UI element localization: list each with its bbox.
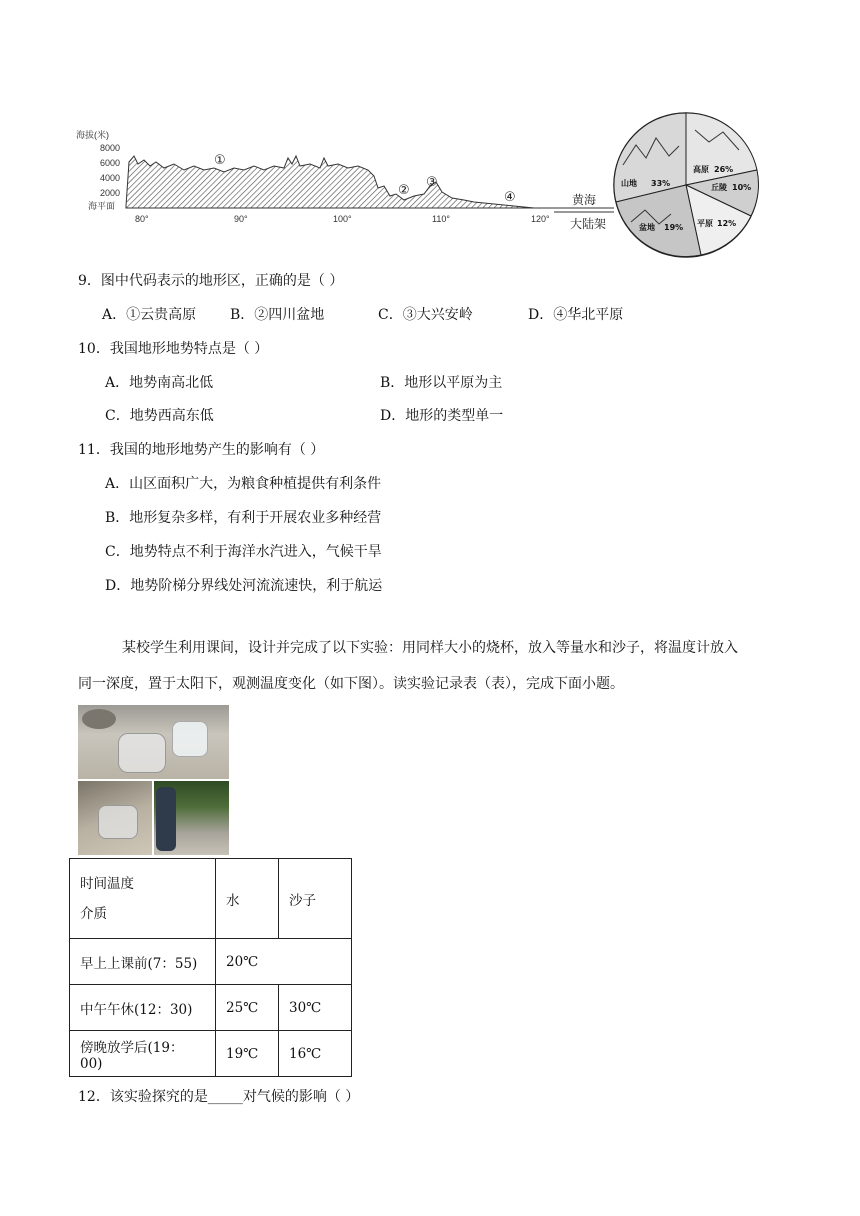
q9-option-a[interactable]: A．①云贵高原: [102, 307, 197, 323]
marker-1: ①: [214, 153, 226, 168]
row-3-water: 19℃: [216, 1031, 279, 1077]
q11-option-b[interactable]: B．地形复杂多样，有利于开展农业多种经营: [105, 510, 382, 526]
experiment-intro-line-1: 某校学生利用课间，设计并完成了以下实验：用同样大小的烧杯，放入等量水和沙子，将温度计放入: [122, 640, 738, 656]
experiment-record-table: [69, 858, 352, 1077]
yellow-sea-label: 黄海: [572, 193, 597, 207]
row-1-time: 早上上课前(7：55): [70, 939, 216, 985]
y-tick-sea-level: 海平面: [88, 201, 116, 211]
q10-option-b[interactable]: B．地形以平原为主: [380, 375, 503, 391]
table-corner-header: [70, 859, 216, 939]
q10-option-c[interactable]: C．地势西高东低: [105, 408, 214, 424]
q11-option-a[interactable]: A．山区面积广大，为粮食种植提供有利条件: [105, 476, 382, 492]
experiment-photo-bottom-right: [154, 781, 229, 855]
y-tick-4000: 4000: [100, 173, 121, 183]
row-1-merged-temp: 20℃: [216, 939, 352, 985]
marker-4: ④: [504, 190, 516, 205]
experiment-photo-top: [78, 705, 229, 779]
q9-option-b[interactable]: B．②四川盆地: [230, 307, 325, 323]
x-tick-90: 90°: [234, 214, 248, 224]
y-axis-label: 海拔(米): [76, 130, 109, 140]
table-row: [70, 1031, 352, 1077]
pie-label-hill-value: 10%: [732, 183, 752, 192]
pie-label-hill-name: 丘陵: [711, 183, 727, 192]
continental-shelf-label: 大陆架: [570, 217, 607, 231]
question-9-stem: 9．图中代码表示的地形区，正确的是（ ）: [78, 273, 344, 289]
corner-header-top: 时间温度: [80, 875, 134, 892]
table-header-row: [70, 859, 352, 939]
row-2-time: 中午午休(12：30): [70, 985, 216, 1031]
pie-label-basin-value: 19%: [664, 223, 684, 232]
table-row: [70, 939, 352, 985]
x-tick-110: 110°: [432, 214, 450, 224]
terrain-profile-area: [126, 156, 569, 208]
x-tick-80: 80°: [135, 214, 149, 224]
row-3-sand: 16℃: [279, 1031, 352, 1077]
pie-label-plain-value: 12%: [717, 219, 737, 228]
header-water: 水: [216, 859, 279, 939]
question-10-stem: 10．我国地形地势特点是（ ）: [78, 341, 269, 357]
experiment-photo-bottom-left: [78, 781, 152, 855]
q11-option-d[interactable]: D．地势阶梯分界线处河流流速快，利于航运: [105, 578, 383, 594]
pie-label-plain-name: 平原: [697, 219, 713, 228]
row-2-sand: 30℃: [279, 985, 352, 1031]
q9-option-c[interactable]: C．③大兴安岭: [378, 307, 473, 323]
marker-3: ③: [426, 175, 438, 190]
corner-header-bottom: 介质: [80, 905, 107, 922]
y-tick-8000: 8000: [100, 143, 121, 153]
terrain-profile-figure: [74, 124, 619, 234]
beaker-shape: [98, 805, 138, 839]
pie-label-plateau-name: 高原: [693, 165, 709, 174]
q9-option-d[interactable]: D．④华北平原: [528, 307, 624, 323]
header-sand: 沙子: [279, 859, 352, 939]
pie-label-mountain-value: 33%: [651, 179, 671, 188]
y-tick-6000: 6000: [100, 158, 121, 168]
y-tick-2000: 2000: [100, 188, 121, 198]
pie-label-basin-name: 盆地: [639, 223, 655, 232]
q10-option-d[interactable]: D．地形的类型单一: [380, 408, 504, 424]
question-11-stem: 11．我国的地形地势产生的影响有（ ）: [78, 442, 325, 458]
landform-proportion-circle: [611, 110, 761, 260]
table-row: [70, 985, 352, 1031]
experiment-intro-line-2: 同一深度，置于太阳下，观测温度变化（如下图）。读实验记录表（表），完成下面小题。: [78, 676, 624, 692]
row-2-water: 25℃: [216, 985, 279, 1031]
pie-label-mountain-name: 山地: [621, 179, 637, 188]
experiment-intro: [78, 630, 794, 702]
x-tick-120: 120°: [531, 214, 550, 224]
q11-option-c[interactable]: C．地势特点不利于海洋水汽进入，气候干旱: [105, 544, 382, 560]
marker-2: ②: [398, 183, 410, 198]
row-3-time: 傍晚放学后(19：00): [70, 1031, 216, 1077]
pebble-shapes: [82, 709, 116, 729]
question-12-stem: 12．该实验探究的是_____对气候的影响（ ）: [78, 1089, 360, 1105]
pie-label-plateau-value: 26%: [714, 165, 734, 174]
shelf-line: [544, 208, 614, 212]
sand-beaker-shape: [118, 733, 166, 773]
q10-option-a[interactable]: A．地势南高北低: [105, 375, 214, 391]
water-beaker-shape: [172, 721, 208, 757]
x-tick-100: 100°: [333, 214, 352, 224]
student-shape: [156, 787, 176, 851]
